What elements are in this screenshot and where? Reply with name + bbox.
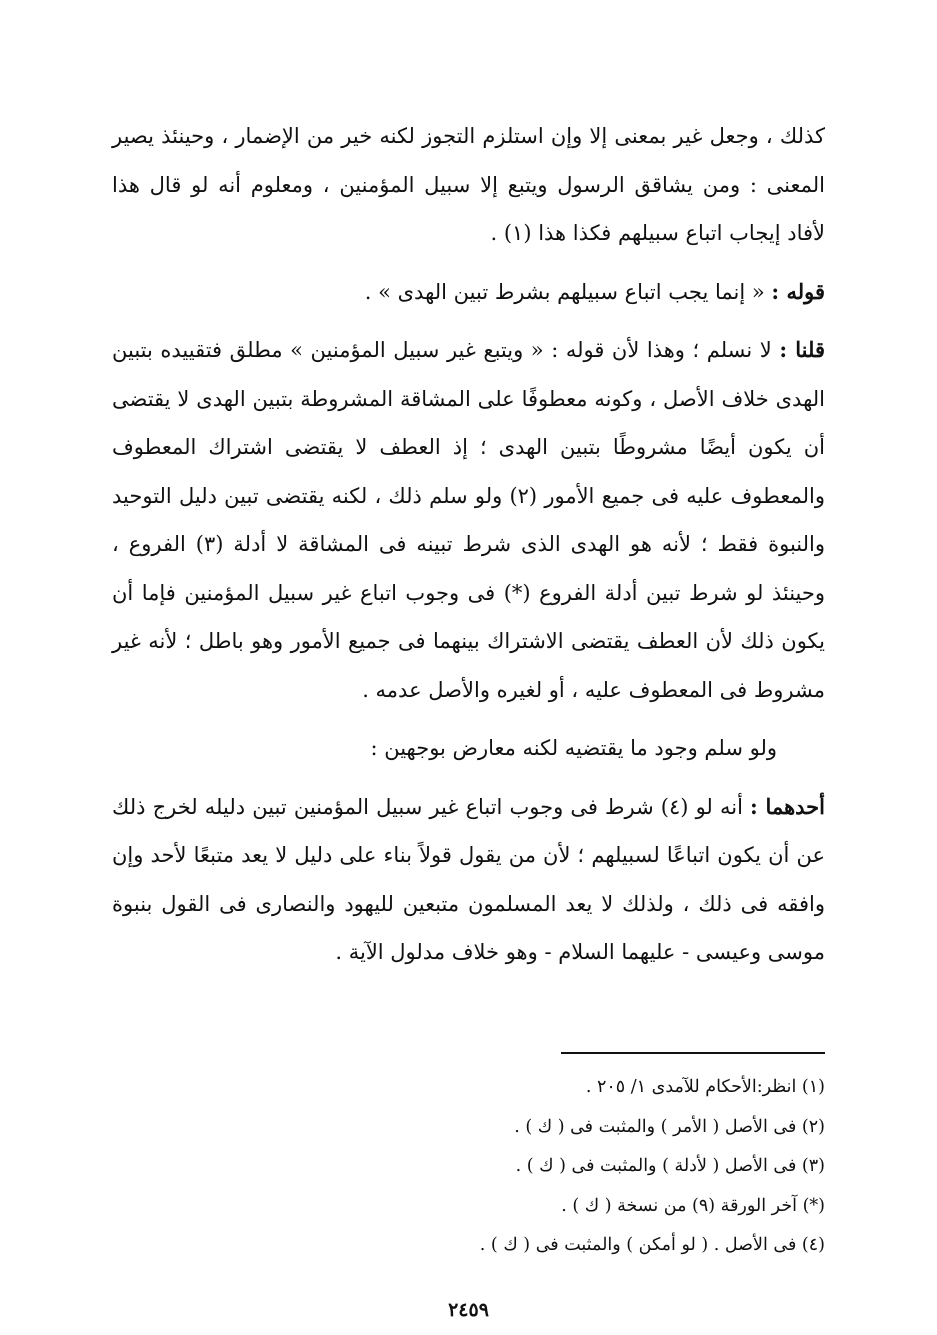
paragraph-lead: أحدهما : — [750, 793, 825, 819]
footnote-3: (٣) فى الأصل ( لأدلة ) والمثبت فى ( ك ) . — [515, 1156, 825, 1176]
paragraph-text: لا نسلم ؛ وهذا لأن قوله : « ويتبع غير سبيل المؤمنين » مطلق فتقييده بتبين الهدى خلاف الأصل ، وكونه معطوفًا على المشاقة المشروطة بتبين الهدى لا يقتضى أن يكون أيضًا مشروطًا بتبين الهدى ؛ إذ العطف لا يقتضى اشتراك المعطوف والمعطوف عليه فى جميع الأمور (٢) ولو سلم ذلك ، لكنه يقتضى تبين دليل التوحيد والنبوة فقط ؛ لأنه هو الهدى الذى شرط تبينه فى المشاقة لا أدلة (٣) الفروع ، وحينئذ لو شرط تبين أدلة الفروع (*) فى وجوب اتباع غير سبيل المؤمنين فإما أن يكون ذلك لأن العطف يقتضى الاشتراك بينهما فى جميع الأمور وهو باطل ؛ لأنه غير مشروط فى المعطوف عليه ، أو لغيره والأصل عدمه . — [112, 338, 826, 702]
paragraph-text: أنه لو (٤) شرط فى وجوب اتباع غير سبيل المؤمنين تبين دليله لخرج ذلك عن أن يكون اتباعًا لسبيلهم ؛ لأن من يقول قولاً بناء على دليل لا يعد متبعًا لأحد وإن وافقه فى ذلك ، ولذلك لا يعد المسلمون متبعين لليهود والنصارى فى القول بنبوة موسى وعيسى - عليهما السلام - وهو خلاف مدلول الآية . — [112, 794, 825, 964]
paragraph-4 — [112, 724, 825, 773]
paragraph-text: كذلك ، وجعل غير بمعنى إلا وإن استلزم التجوز لكنه خير من الإضمار ، وحينئذ يصير المعنى : ومن يشاقق الرسول ويتبع إلا سبيل المؤمنين ، ومعلوم أنه لو قال هذا لأفاد إيجاب اتباع سبيلهم فكذا هذا (١) . — [112, 124, 825, 245]
paragraph-lead: قلنا : — [779, 337, 825, 362]
footnote-1: (١) انظر:الأحكام للآمدى ١/ ٢٠٥ . — [585, 1077, 825, 1097]
footnote-4: (*) آخر الورقة (٩) من نسخة ( ك ) . — [561, 1195, 825, 1216]
paragraph-text: « إنما يجب اتباع سبيلهم بشرط تبين الهدى » . — [364, 279, 772, 304]
footnote-5: (٤) فى الأصل . ( لو أمكن ) والمثبت فى ( ك ) . — [479, 1235, 825, 1255]
paragraph-5 — [112, 783, 825, 977]
footnote-2: (٢) فى الأصل ( الأمر ) والمثبت فى ( ك ) . — [514, 1116, 825, 1137]
paragraph-3 — [112, 326, 825, 714]
paragraph-text: ولو سلم وجود ما يقتضيه لكنه معارض بوجهين : — [370, 736, 777, 760]
page-number: ٢٤٥٩ — [448, 1299, 489, 1321]
paragraph-lead: قوله : — [771, 278, 825, 304]
paragraph-1 — [112, 112, 825, 258]
paragraph-2 — [112, 268, 825, 317]
main-text — [112, 112, 825, 977]
footnote-divider — [561, 1052, 825, 1054]
footnotes-list — [300, 1068, 825, 1266]
